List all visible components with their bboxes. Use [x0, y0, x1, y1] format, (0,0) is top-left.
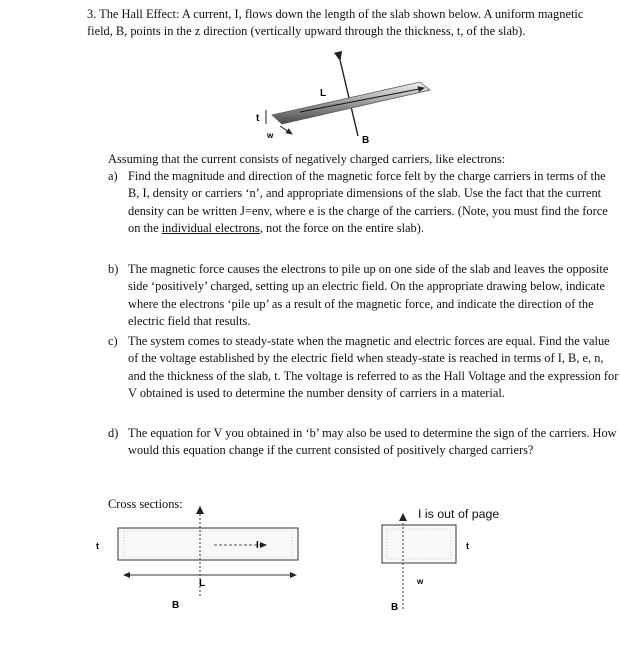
question-b-text: The magnetic force causes the electrons to pile up on one side of the slab and leaves the opposite side ‘positively’ charged, setting up an electric field. On the appropriate drawing below, indicate where the electrons ‘pile up’ as a result of the magnetic force, and indicate the direction of the electric field that results.: [128, 262, 609, 329]
label-L-bottom: L: [199, 578, 206, 589]
question-a: [108, 168, 620, 238]
question-b: [108, 261, 620, 331]
label-L: L: [320, 88, 327, 99]
label-t-left: t: [96, 541, 99, 551]
question-c: [108, 333, 620, 403]
cross-section-left-box: [118, 528, 298, 560]
label-w-bottom: w: [417, 577, 424, 586]
label-w: w: [267, 131, 274, 140]
label-t: t: [256, 113, 260, 124]
problem-intro: 3. The Hall Effect: A current, I, flows down the length of the slab shown below. A uniform magnetic field, B, points in the z direction (vertically upward through the thickness, t, of the slab).: [87, 7, 584, 38]
label-t-right: t: [466, 541, 469, 551]
b-arrow-right: [399, 513, 407, 521]
label-I-left: I: [256, 540, 259, 551]
question-d-text: The equation for V you obtained in ‘b’ may also be used to determine the sign of the carriers. How would this equation change if the current consisted of positively charged carriers?: [128, 426, 617, 458]
w-indicator: [280, 126, 292, 134]
b-arrow-left: [196, 506, 204, 514]
cross-sections-label: Cross sections:: [108, 497, 183, 511]
question-b-label: b): [108, 262, 119, 276]
current-arrow: [300, 88, 424, 112]
question-c-text: The system comes to steady-state when the magnetic and electric forces are equal. Find the value of the voltage established by the electric field when steady-state is reached in terms of I, B, e, n, and the thickness of the slab, t. The voltage is referred to as the Hall Voltage and the expression for V obtained is used to determine the number density of carriers in a material.: [128, 334, 619, 401]
question-a-text: Find the magnitude and direction of the magnetic force felt by the charge carriers in terms of the B, I, density or carriers ‘n’, and appropriate dimensions of the slab. Use the fact that the current density can be written J=env, where e is the charge of the carriers. (Note, you must find the force on the individual electrons, not the force on the entire slab).: [128, 169, 608, 236]
question-c-label: c): [108, 334, 118, 348]
cross-section-right-box: [382, 525, 456, 563]
question-a-label: a): [108, 169, 118, 183]
out-of-page-label: I is out of page: [418, 507, 500, 521]
question-d: [108, 425, 620, 460]
label-B-left: B: [172, 600, 180, 611]
underlined-phrase: individual electrons: [161, 221, 260, 236]
label-B-right: B: [391, 602, 399, 613]
assumption-text: Assuming that the current consists of negatively charged carriers, like electrons:: [108, 152, 506, 166]
question-d-label: d): [108, 426, 119, 440]
slab-shape: [272, 82, 430, 124]
label-B-top: B: [362, 135, 370, 146]
